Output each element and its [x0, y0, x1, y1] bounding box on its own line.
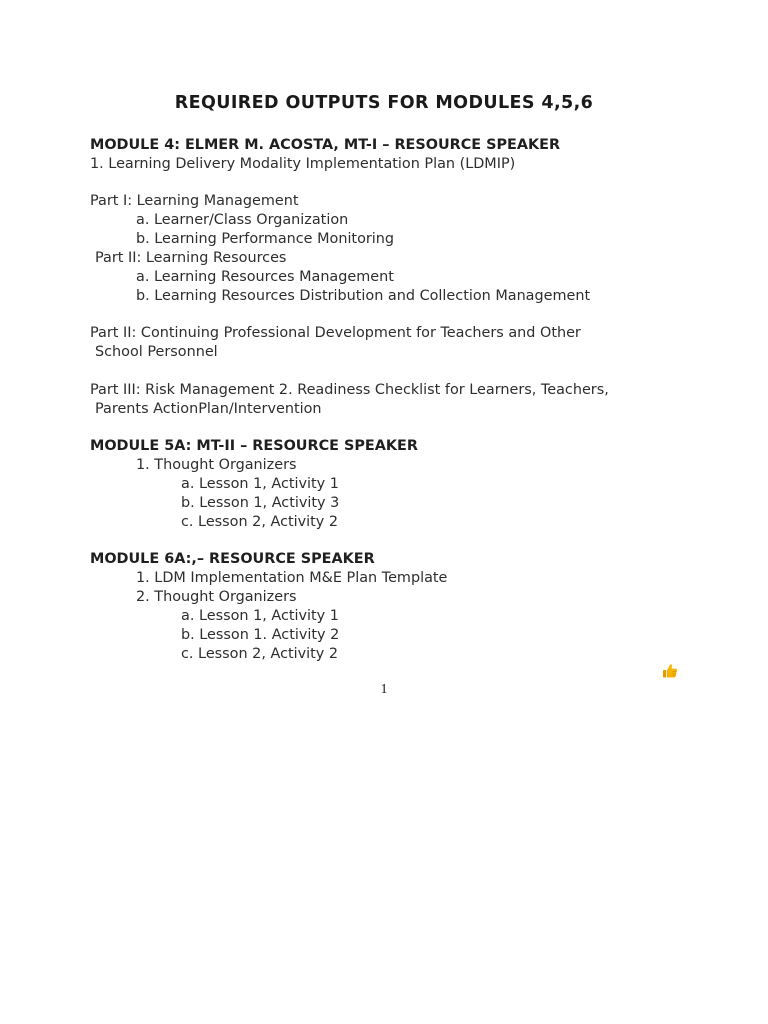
module-4-item-1: 1. Learning Delivery Modality Implementation Plan (LDMIP) — [90, 156, 516, 172]
part-2-item-a: a. Learning Resources Management — [136, 269, 394, 285]
module-6a-item-b: b. Lesson 1. Activity 2 — [181, 627, 340, 643]
module-6a-item-2: 2. Thought Organizers — [136, 589, 297, 605]
part-1-item-a: a. Learner/Class Organization — [136, 212, 349, 228]
module-5a-item-a: a. Lesson 1, Activity 1 — [181, 476, 339, 492]
part-2-item-b: b. Learning Resources Distribution and Collection Management — [136, 288, 591, 304]
document-title: REQUIRED OUTPUTS FOR MODULES 4,5,6 — [174, 93, 594, 113]
module-4-heading: MODULE 4: ELMER M. ACOSTA, MT-I – RESOURCE SPEAKER — [90, 137, 561, 153]
page-number: 1 — [380, 682, 388, 697]
module-5a-item-b: b. Lesson 1, Activity 3 — [181, 495, 340, 511]
part-2-cpd-line-1: Part II: Continuing Professional Development for Teachers and Other — [90, 325, 581, 341]
module-6a-item-c: c. Lesson 2, Activity 2 — [181, 646, 339, 662]
part-2-heading: Part II: Learning Resources — [95, 250, 287, 266]
part-2-cpd-line-2: School Personnel — [95, 344, 218, 360]
module-5a-item-1: 1. Thought Organizers — [136, 457, 297, 473]
part-1-heading: Part I: Learning Management — [90, 193, 299, 209]
module-5a-item-c: c. Lesson 2, Activity 2 — [181, 514, 339, 530]
module-6a-item-a: a. Lesson 1, Activity 1 — [181, 608, 339, 624]
thumbs-up-icon — [662, 663, 678, 679]
module-6a-item-1: 1. LDM Implementation M&E Plan Template — [136, 570, 448, 586]
module-6a-heading: MODULE 6A:,– RESOURCE SPEAKER — [90, 551, 375, 567]
part-1-item-b: b. Learning Performance Monitoring — [136, 231, 395, 247]
module-5a-heading: MODULE 5A: MT-II – RESOURCE SPEAKER — [90, 438, 418, 454]
part-3-line-2: Parents ActionPlan/Intervention — [95, 401, 322, 417]
part-3-line-1: Part III: Risk Management 2. Readiness Checklist for Learners, Teachers, — [90, 382, 609, 398]
